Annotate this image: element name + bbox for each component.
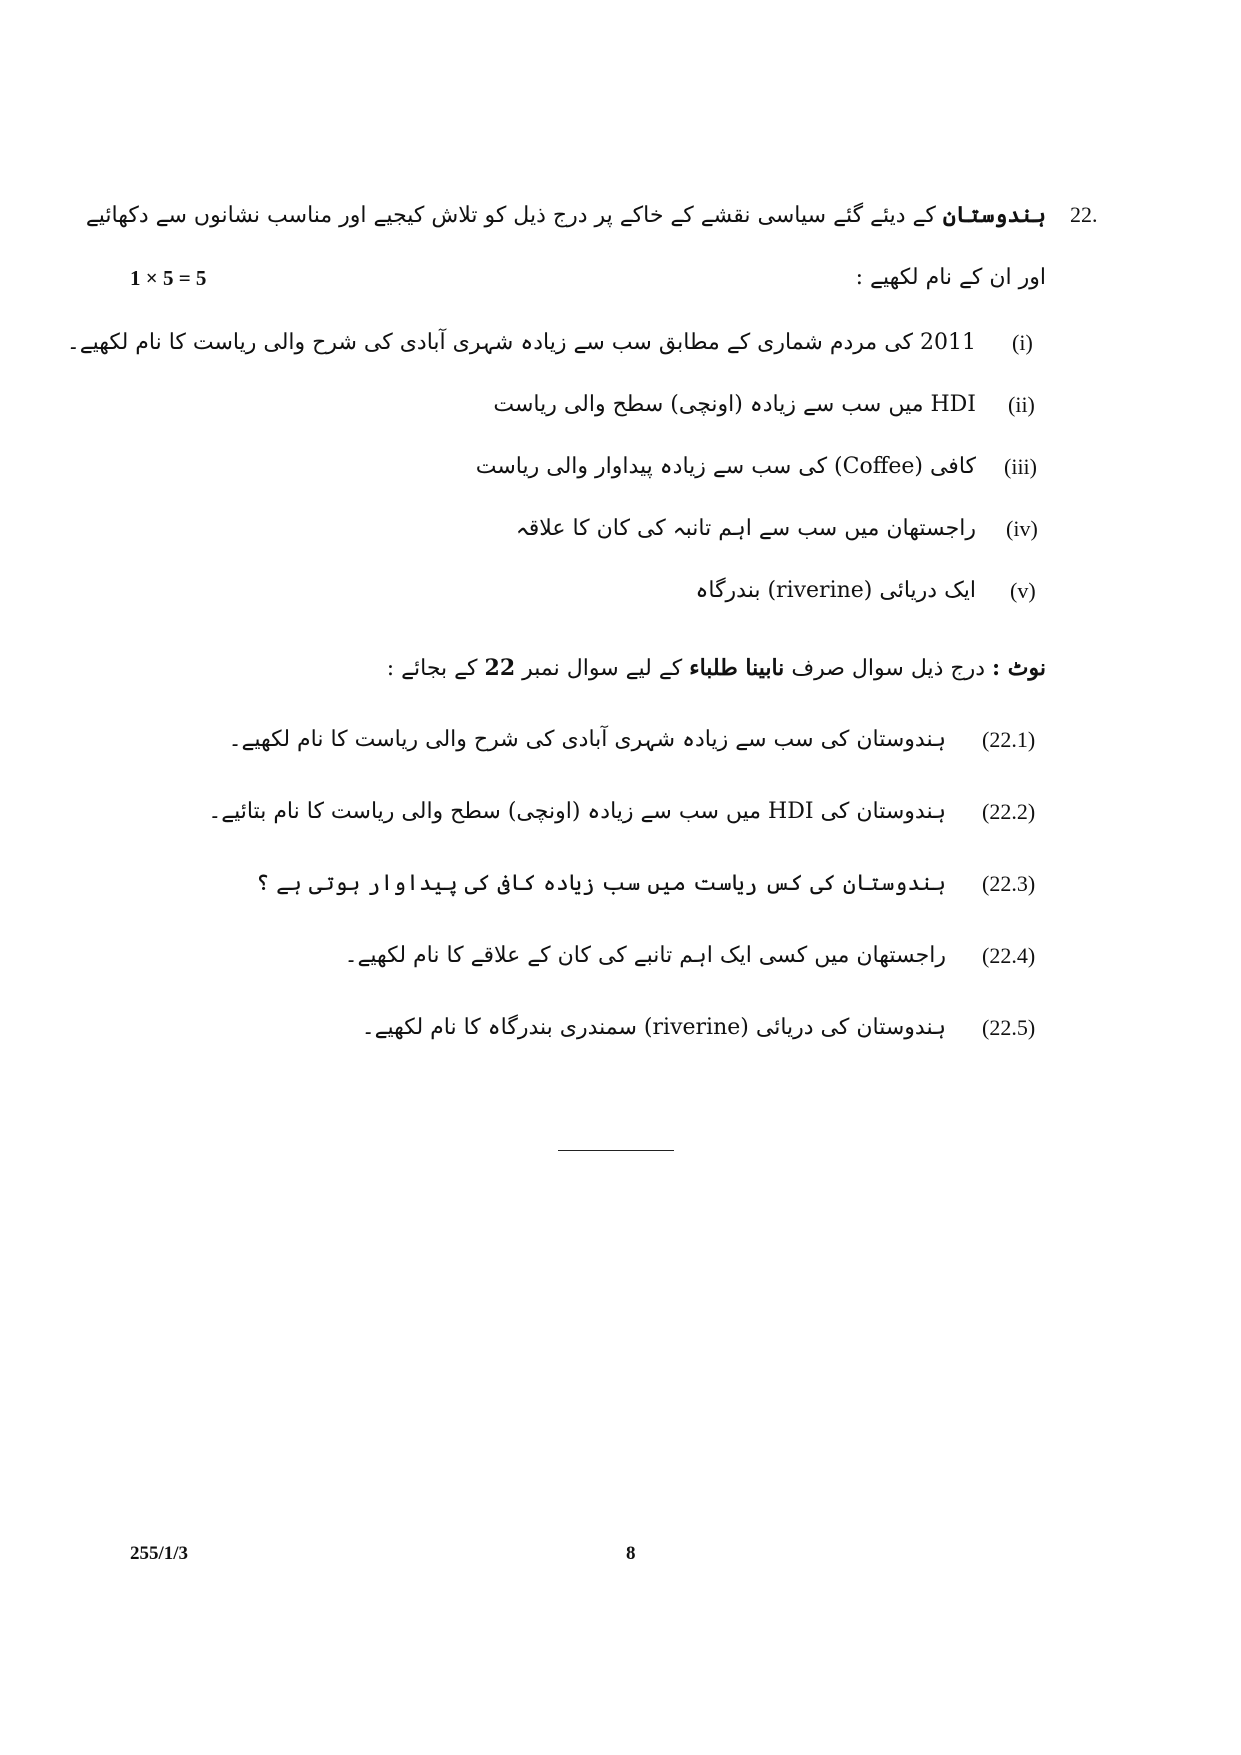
item-label: (iii) (1004, 454, 1037, 479)
alt-item-label: (22.2) (982, 799, 1036, 824)
alt-item-text: ہندوستان کی دریائی (riverine) سمندری بندرگاہ کا نام لکھیے۔ (361, 1015, 946, 1040)
question-line-2: اور ان کے نام لکھیے : (855, 265, 1046, 290)
question-number: 22. (1070, 202, 1098, 227)
item-label: (ii) (1008, 392, 1035, 417)
note-text-2: کے لیے سوال نمبر (522, 656, 683, 681)
alt-item-text: ہندوستان کی کس ریاست میں سب زیادہ کافی کی پیداوار ہوتی ہے ؟ (256, 871, 946, 896)
question-line-1-text: کے دیئے گئے سیاسی نقشے کے خاکے پر درج ذیل کو تلاش کیجیے اور مناسب نشانوں سے دکھائیے (85, 203, 936, 228)
note-bold-number: 22 (484, 655, 516, 681)
note-line (387, 653, 1046, 684)
end-rule (558, 1150, 674, 1151)
alt-item-label: (22.3) (982, 871, 1036, 896)
alt-item-label: (22.5) (982, 1015, 1036, 1040)
item-label: (i) (1012, 330, 1033, 355)
alt-item-label: (22.1) (982, 727, 1036, 752)
item-text: HDI میں سب سے زیادہ (اونچی) سطح والی ریاست (493, 392, 976, 417)
item-label: (v) (1010, 578, 1036, 603)
note-text-1: درج ذیل سوال صرف (791, 656, 986, 681)
note-bold-students: نابینا طلباء (689, 655, 785, 681)
alt-item-text: ہندوستان کی سب سے زیادہ شہری آبادی کی شرح والی ریاست کا نام لکھیے۔ (228, 727, 946, 752)
item-text: 2011 کی مردم شماری کے مطابق سب سے زیادہ شہری آبادی کی شرح والی ریاست کا نام لکھیے۔ (66, 330, 976, 355)
paper-code: 255/1/3 (130, 1543, 189, 1564)
note-label: نوٹ : (992, 655, 1046, 681)
note-text-3: کے بجائے : (386, 656, 478, 681)
alt-item-label: (22.4) (982, 943, 1036, 968)
question-marks: 1 × 5 = 5 (130, 266, 207, 290)
alt-item-text: ہندوستان کی HDI میں سب سے زیادہ (اونچی) سطح والی ریاست کا نام بتائیے۔ (208, 799, 946, 824)
page-number: 8 (626, 1543, 636, 1564)
question-bold-word: ہندوستان (942, 202, 1046, 228)
alt-item-text: راجستھان میں کسی ایک اہم تانبے کی کان کے علاقے کا نام لکھیے۔ (344, 943, 946, 968)
question-line-1 (85, 200, 1046, 231)
item-text: راجستھان میں سب سے اہم تانبہ کی کان کا علاقہ (515, 516, 976, 541)
item-label: (iv) (1006, 516, 1038, 541)
item-text: ایک دریائی (riverine) بندرگاہ (695, 578, 976, 603)
item-text: کافی (Coffee) کی سب سے زیادہ پیداوار والی ریاست (475, 454, 976, 479)
